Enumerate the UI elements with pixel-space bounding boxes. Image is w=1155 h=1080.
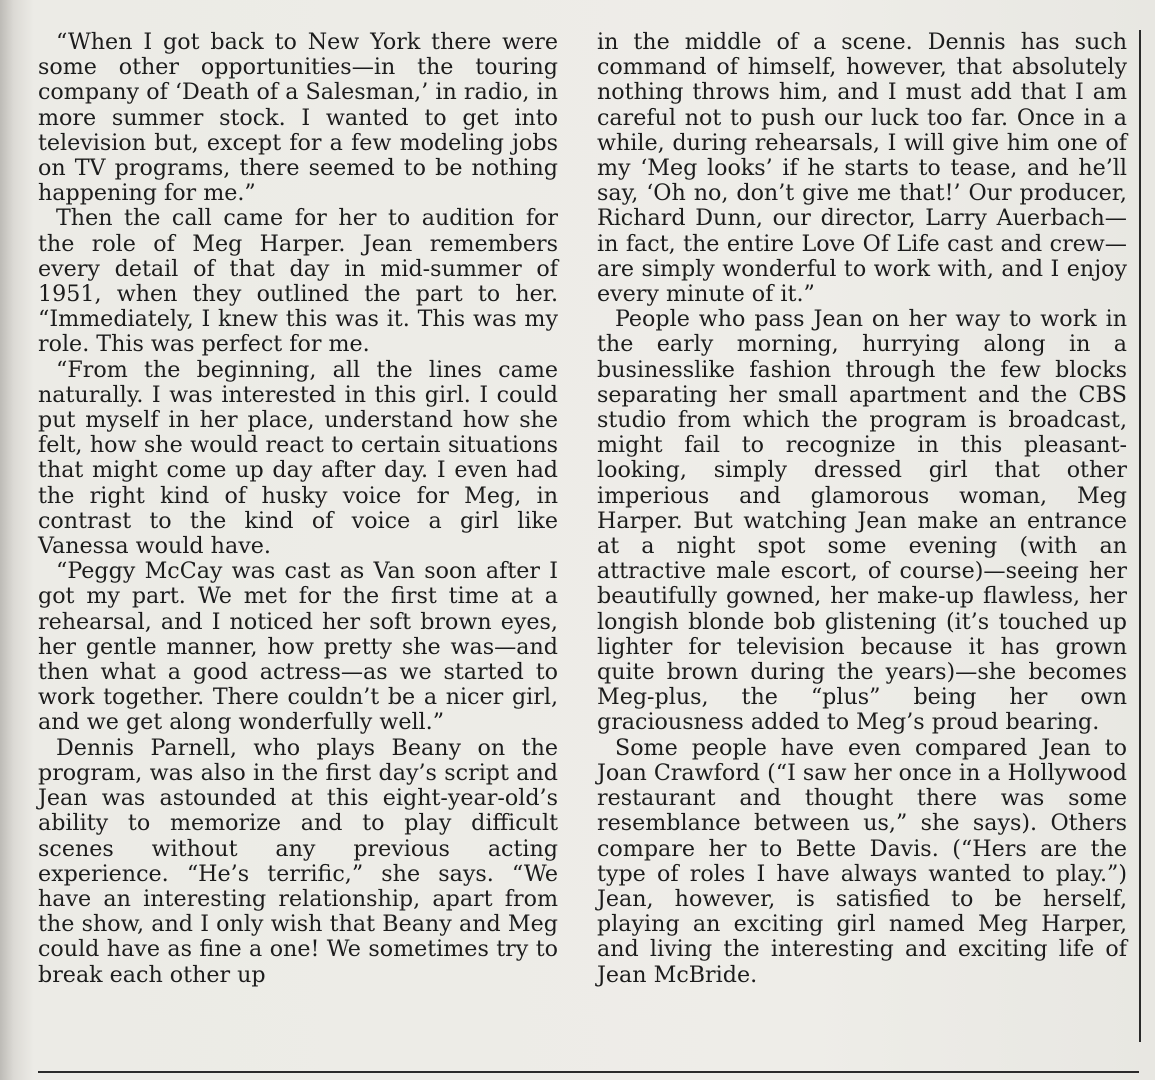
article-left-column: [38, 30, 558, 988]
paragraph: Dennis Parnell, who plays Beany on the program, was also in the first day’s script and Jean was astounded at this eight-year-old’s ability to memorize and to play difficult scenes without any previous acting experience. “He’s terrific,” she says. “We have an interesting relationship, apart from the show, and I only wish that Beany and Meg could have as fine a one! We sometimes try to break each other up: [38, 734, 558, 988]
paragraph: “When I got back to New York there were some other opportunities—in the touring company of ‘Death of a Salesman,’ in radio, in more summer stock. I wanted to get into television but, except for a few modeling jobs on TV programs, there seemed to be nothing happening for me.”: [38, 29, 558, 207]
bottom-rule: [38, 1071, 1139, 1073]
paragraph: Then the call came for her to audition for the role of Meg Harper. Jean remembers every detail of that day in mid-summer of 1951, when they outlined the part to her. “Immediately, I knew this was it. This was my role. This was perfect for me.: [38, 205, 558, 358]
article-right-column: [597, 30, 1127, 988]
paragraph: “Peggy McCay was cast as Van soon after I got my part. We met for the first time at a rehearsal, and I noticed her soft brown eyes, her gentle manner, how pretty she was—and then what a good actress—as we started to work together. There couldn’t be a nicer girl, and we get along wonderfully well.”: [38, 558, 558, 736]
paragraph: in the middle of a scene. Dennis has such command of himself, however, that absolutely nothing throws him, and I must add that I am careful not to push our luck too far. Once in a while, during rehearsals, I will give him one of my ‘Meg looks’ if he starts to tease, and he’ll say, ‘Oh no, don’t give me that!’ Our producer, Richard Dunn, our director, Larry Auerbach—in fact, the entire Love Of Life cast and crew—are simply wonderful to work with, and I enjoy every minute of it.”: [597, 29, 1127, 308]
paragraph: People who pass Jean on her way to work in the early morning, hurrying along in a businesslike fashion through the few blocks separating her small apartment and the CBS studio from which the program is broadcast, might fail to recognize in this pleasant-looking, simply dressed girl that other imperious and glamorous woman, Meg Harper. But watching Jean make an entrance at a night spot some evening (with an attractive male escort, of course)—seeing her beautifully gowned, her make-up flawless, her longish blonde bob glistening (it’s touched up lighter for television because it has grown quite brown during the years)—she becomes Meg-plus, the “plus” being her own graciousness added to Meg’s proud bearing.: [597, 306, 1127, 736]
paragraph: Some people have even compared Jean to Joan Crawford (“I saw her once in a Hollywood restaurant and thought there was some resemblance between us,” she says). Others compare her to Bette Davis. (“Hers are the type of roles I have always wanted to play.”) Jean, however, is satisfied to be herself, playing an exciting girl named Meg Harper, and living the interesting and exciting life of Jean McBride.: [597, 734, 1127, 988]
column-divider-rule: [1139, 30, 1141, 1042]
paragraph: “From the beginning, all the lines came naturally. I was interested in this girl. I could put myself in her place, understand how she felt, how she would react to certain situations that might come up day after day. I even had the right kind of husky voice for Meg, in contrast to the kind of voice a girl like Vanessa would have.: [38, 356, 558, 560]
